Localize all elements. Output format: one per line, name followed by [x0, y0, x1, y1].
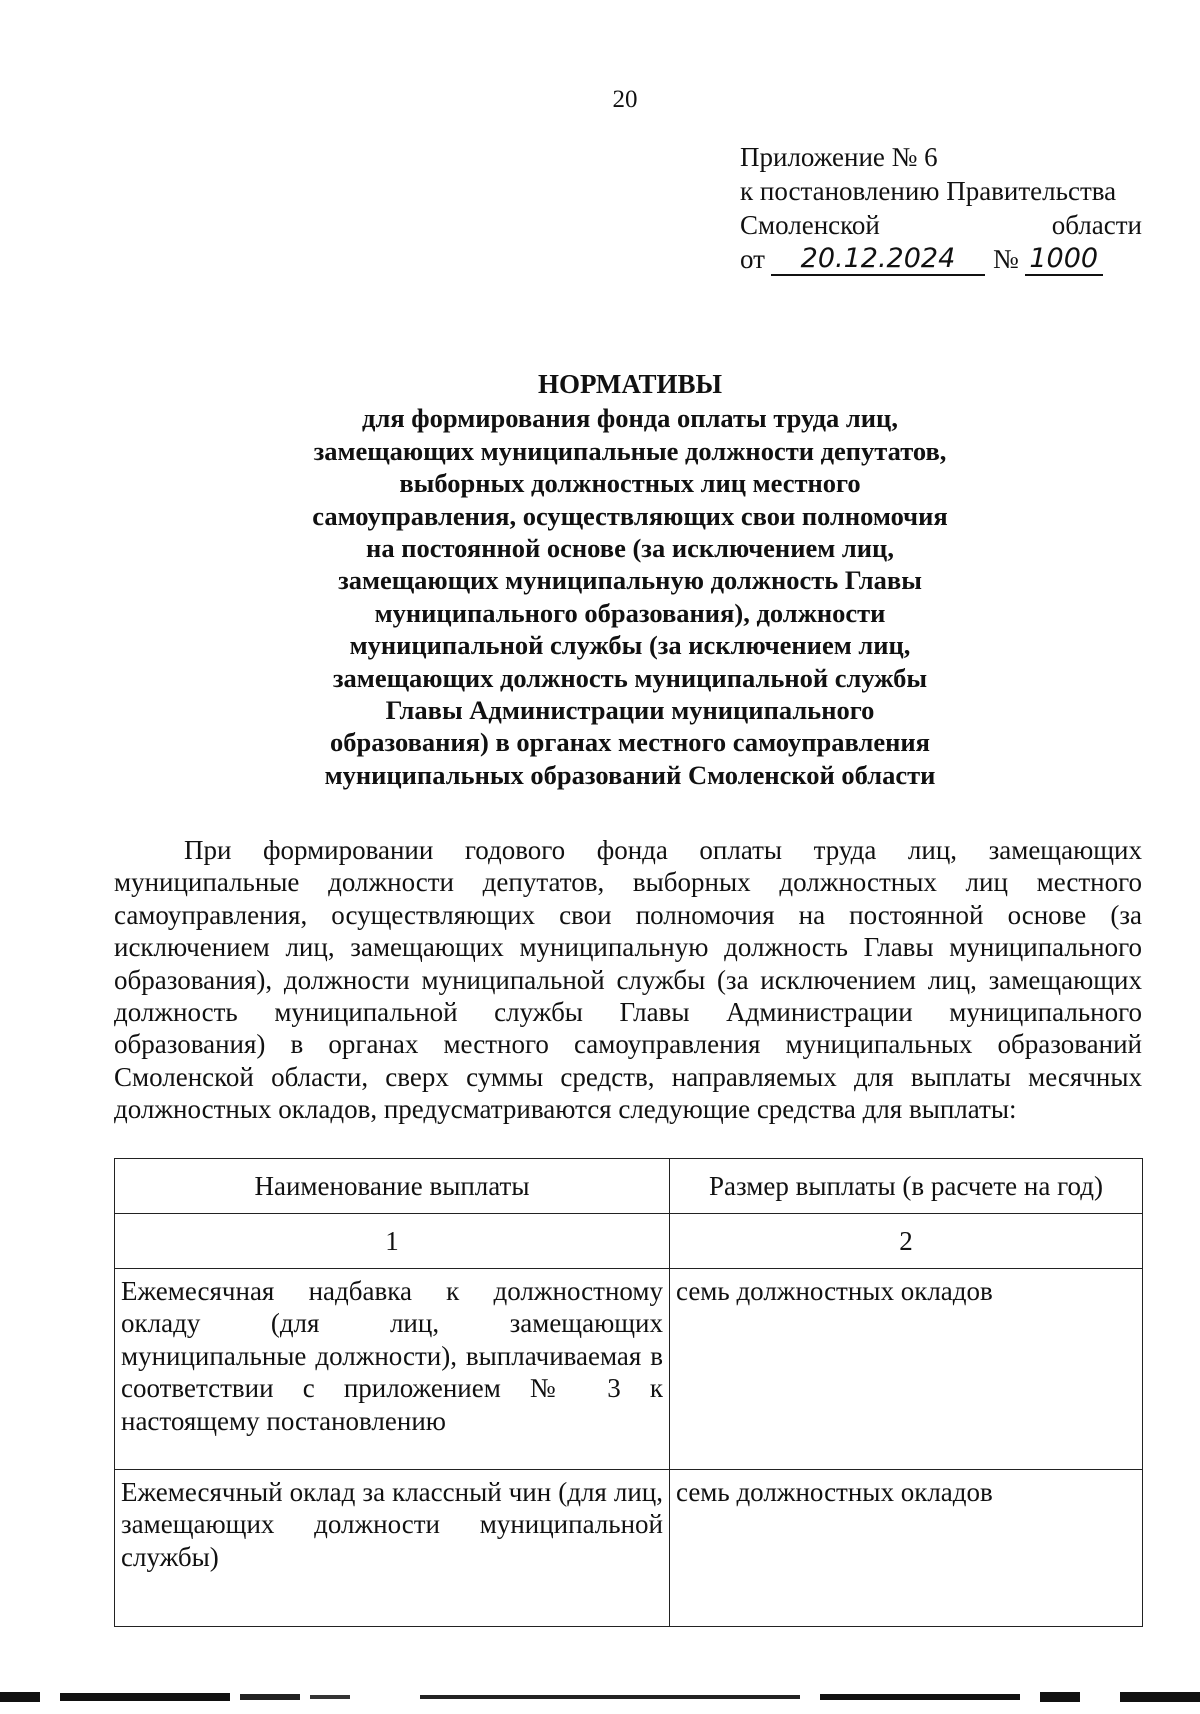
- title-main: НОРМАТИВЫ: [537, 369, 723, 399]
- title-line: муниципального образования), должности: [374, 597, 886, 628]
- title-line: выборных должностных лиц местного: [399, 468, 861, 499]
- table-header-row: [115, 1159, 1143, 1214]
- title-line: самоуправления, осуществляющих свои полномочия: [312, 500, 948, 531]
- table-row: [115, 1269, 1143, 1470]
- appendix-date-line: [740, 242, 1142, 276]
- payments-table: [114, 1158, 1143, 1627]
- title-line: муниципальной службы (за исключением лиц,: [349, 630, 911, 661]
- payment-amount: семь должностных окладов: [670, 1269, 1143, 1470]
- appendix-line-3: [740, 208, 1142, 242]
- page-number: 20: [612, 86, 638, 113]
- title-line: Главы Администрации муниципального: [385, 695, 875, 726]
- title-line: на постоянной основе (за исключением лиц,: [366, 533, 894, 564]
- number-prefix: №: [992, 244, 1019, 274]
- intro-paragraph: При формировании годового фонда оплаты труда лиц, замещающих муниципальные должности депутатов, выборных должностных лиц местного самоуправления, осуществляющих свои полномочия на постоянной основе (за исключением лиц, замещающих муниципальную должность Главы муниципального образования), должности муниципальной службы (за исключением лиц, замещающих должность муниципальной службы Главы Администрации муниципального образования) в органах местного самоуправления муниципальных образований Смоленской области, сверх суммы средств, направляемых для выплаты месячных должностных окладов, предусматриваются следующие средства для выплаты:: [114, 835, 1142, 1125]
- title-line: для формирования фонда оплаты труда лиц,: [362, 403, 898, 434]
- title-line: муниципальных образований Смоленской области: [324, 759, 936, 790]
- appendix-line-2: к постановлению Правительства: [740, 176, 1117, 206]
- table-row: [115, 1470, 1143, 1627]
- title-line: замещающих должность муниципальной службы: [332, 662, 928, 693]
- title-line: образования) в органах местного самоуправления: [330, 727, 930, 758]
- scan-edge-artifact: [0, 1690, 1200, 1704]
- column-number: 2: [670, 1214, 1143, 1269]
- column-number: 1: [115, 1214, 670, 1269]
- table-column-numbers-row: [115, 1214, 1143, 1269]
- title-line: замещающих муниципальную должность Главы: [338, 565, 922, 596]
- title-line: замещающих муниципальные должности депутатов,: [313, 435, 947, 466]
- handwritten-date: 20.12.2024: [771, 244, 985, 276]
- appendix-oblast: области: [1051, 210, 1142, 240]
- appendix-block: [740, 140, 1142, 276]
- header-payment-amount: Размер выплаты (в расчете на год): [670, 1159, 1143, 1214]
- header-payment-name: Наименование выплаты: [115, 1159, 670, 1214]
- appendix-region: Смоленской: [740, 210, 880, 240]
- payment-name: Ежемесячная надбавка к должностному окладу (для лиц, замещающих муниципальные должности), выплачиваемая в соответствии с приложением № 3 к настоящему постановлению: [115, 1269, 670, 1470]
- payment-name: Ежемесячный оклад за классный чин (для лиц, замещающих должности муниципальной службы): [115, 1470, 670, 1627]
- date-prefix: от: [740, 244, 765, 274]
- payment-amount: семь должностных окладов: [670, 1470, 1143, 1627]
- document-title: [240, 368, 1020, 791]
- appendix-line-1: Приложение № 6: [740, 142, 938, 172]
- handwritten-number: 1000: [1025, 244, 1103, 276]
